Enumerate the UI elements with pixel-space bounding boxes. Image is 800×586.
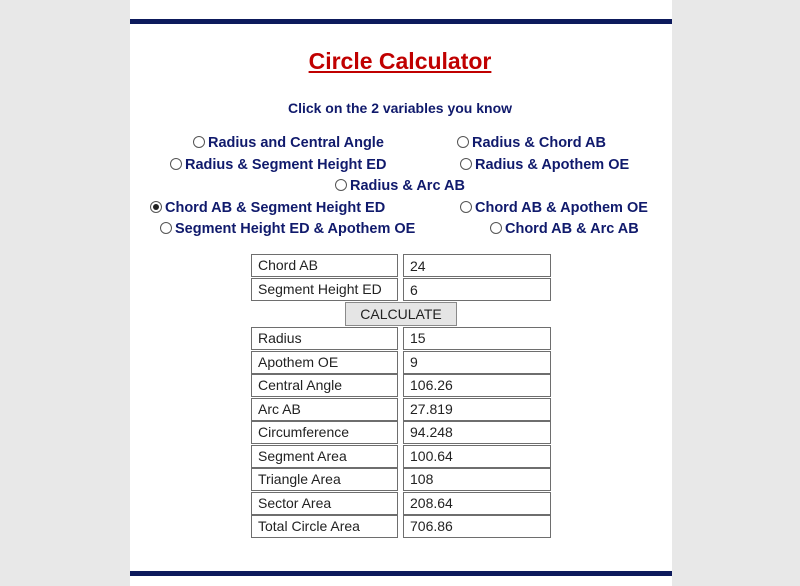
- chord-ab-input[interactable]: [403, 254, 551, 277]
- option-chord-apothem[interactable]: [460, 200, 648, 216]
- option-label: Radius & Chord AB: [472, 135, 606, 151]
- radio-icon[interactable]: [460, 201, 472, 213]
- instructions: Click on the 2 variables you know: [287, 100, 513, 116]
- option-chord-arc[interactable]: [490, 221, 639, 237]
- option-radius-segment-height[interactable]: [170, 157, 386, 173]
- apothem-label: Apothem OE: [251, 351, 398, 374]
- radio-icon[interactable]: [490, 222, 502, 234]
- radio-icon[interactable]: [193, 136, 205, 148]
- option-segment-height-apothem[interactable]: [160, 221, 415, 237]
- option-radius-chord[interactable]: [457, 135, 606, 151]
- page-title: Circle Calculator: [308, 48, 492, 74]
- chord-ab-label: Chord AB: [251, 254, 398, 277]
- apothem-value[interactable]: 9: [403, 351, 551, 374]
- calculate-button[interactable]: CALCULATE: [345, 302, 457, 326]
- option-radius-apothem[interactable]: [460, 157, 629, 173]
- radius-value[interactable]: 15: [403, 327, 551, 350]
- triangle-area-label: Triangle Area: [251, 468, 398, 491]
- central-angle-label: Central Angle: [251, 374, 398, 397]
- option-radius-central-angle[interactable]: [193, 135, 384, 151]
- option-label: Chord AB & Apothem OE: [475, 200, 648, 216]
- option-label: Segment Height ED & Apothem OE: [175, 221, 416, 237]
- content-page: [130, 0, 672, 586]
- segment-area-value[interactable]: 100.64: [403, 445, 551, 468]
- radio-checked-icon[interactable]: [150, 201, 162, 213]
- option-label: Chord AB & Arc AB: [505, 221, 639, 237]
- option-label: Radius & Arc AB: [350, 178, 465, 194]
- arc-ab-value[interactable]: 27.819: [403, 398, 551, 421]
- triangle-area-value[interactable]: 108: [403, 468, 551, 491]
- radio-icon[interactable]: [457, 136, 469, 148]
- option-label: Radius and Central Angle: [208, 135, 384, 151]
- radio-icon[interactable]: [335, 179, 347, 191]
- total-circle-area-label: Total Circle Area: [251, 515, 398, 538]
- total-circle-area-value[interactable]: 706.86: [403, 515, 551, 538]
- top-rule: [130, 19, 672, 24]
- option-label: Radius & Segment Height ED: [185, 157, 387, 173]
- arc-ab-label: Arc AB: [251, 398, 398, 421]
- segment-area-label: Segment Area: [251, 445, 398, 468]
- option-chord-segment-height[interactable]: [150, 200, 385, 216]
- radio-icon[interactable]: [460, 158, 472, 170]
- segment-height-label: Segment Height ED: [251, 278, 398, 301]
- central-angle-value[interactable]: 106.26: [403, 374, 551, 397]
- option-label: Chord AB & Segment Height ED: [165, 200, 386, 216]
- segment-height-input[interactable]: [403, 278, 551, 301]
- sector-area-value[interactable]: 208.64: [403, 492, 551, 515]
- sector-area-label: Sector Area: [251, 492, 398, 515]
- radius-label: Radius: [251, 327, 398, 350]
- circumference-value[interactable]: 94.248: [403, 421, 551, 444]
- option-radius-arc[interactable]: [335, 178, 465, 194]
- radio-icon[interactable]: [170, 158, 182, 170]
- radio-icon[interactable]: [160, 222, 172, 234]
- option-label: Radius & Apothem OE: [475, 157, 630, 173]
- circumference-label: Circumference: [251, 421, 398, 444]
- bottom-rule: [130, 571, 672, 576]
